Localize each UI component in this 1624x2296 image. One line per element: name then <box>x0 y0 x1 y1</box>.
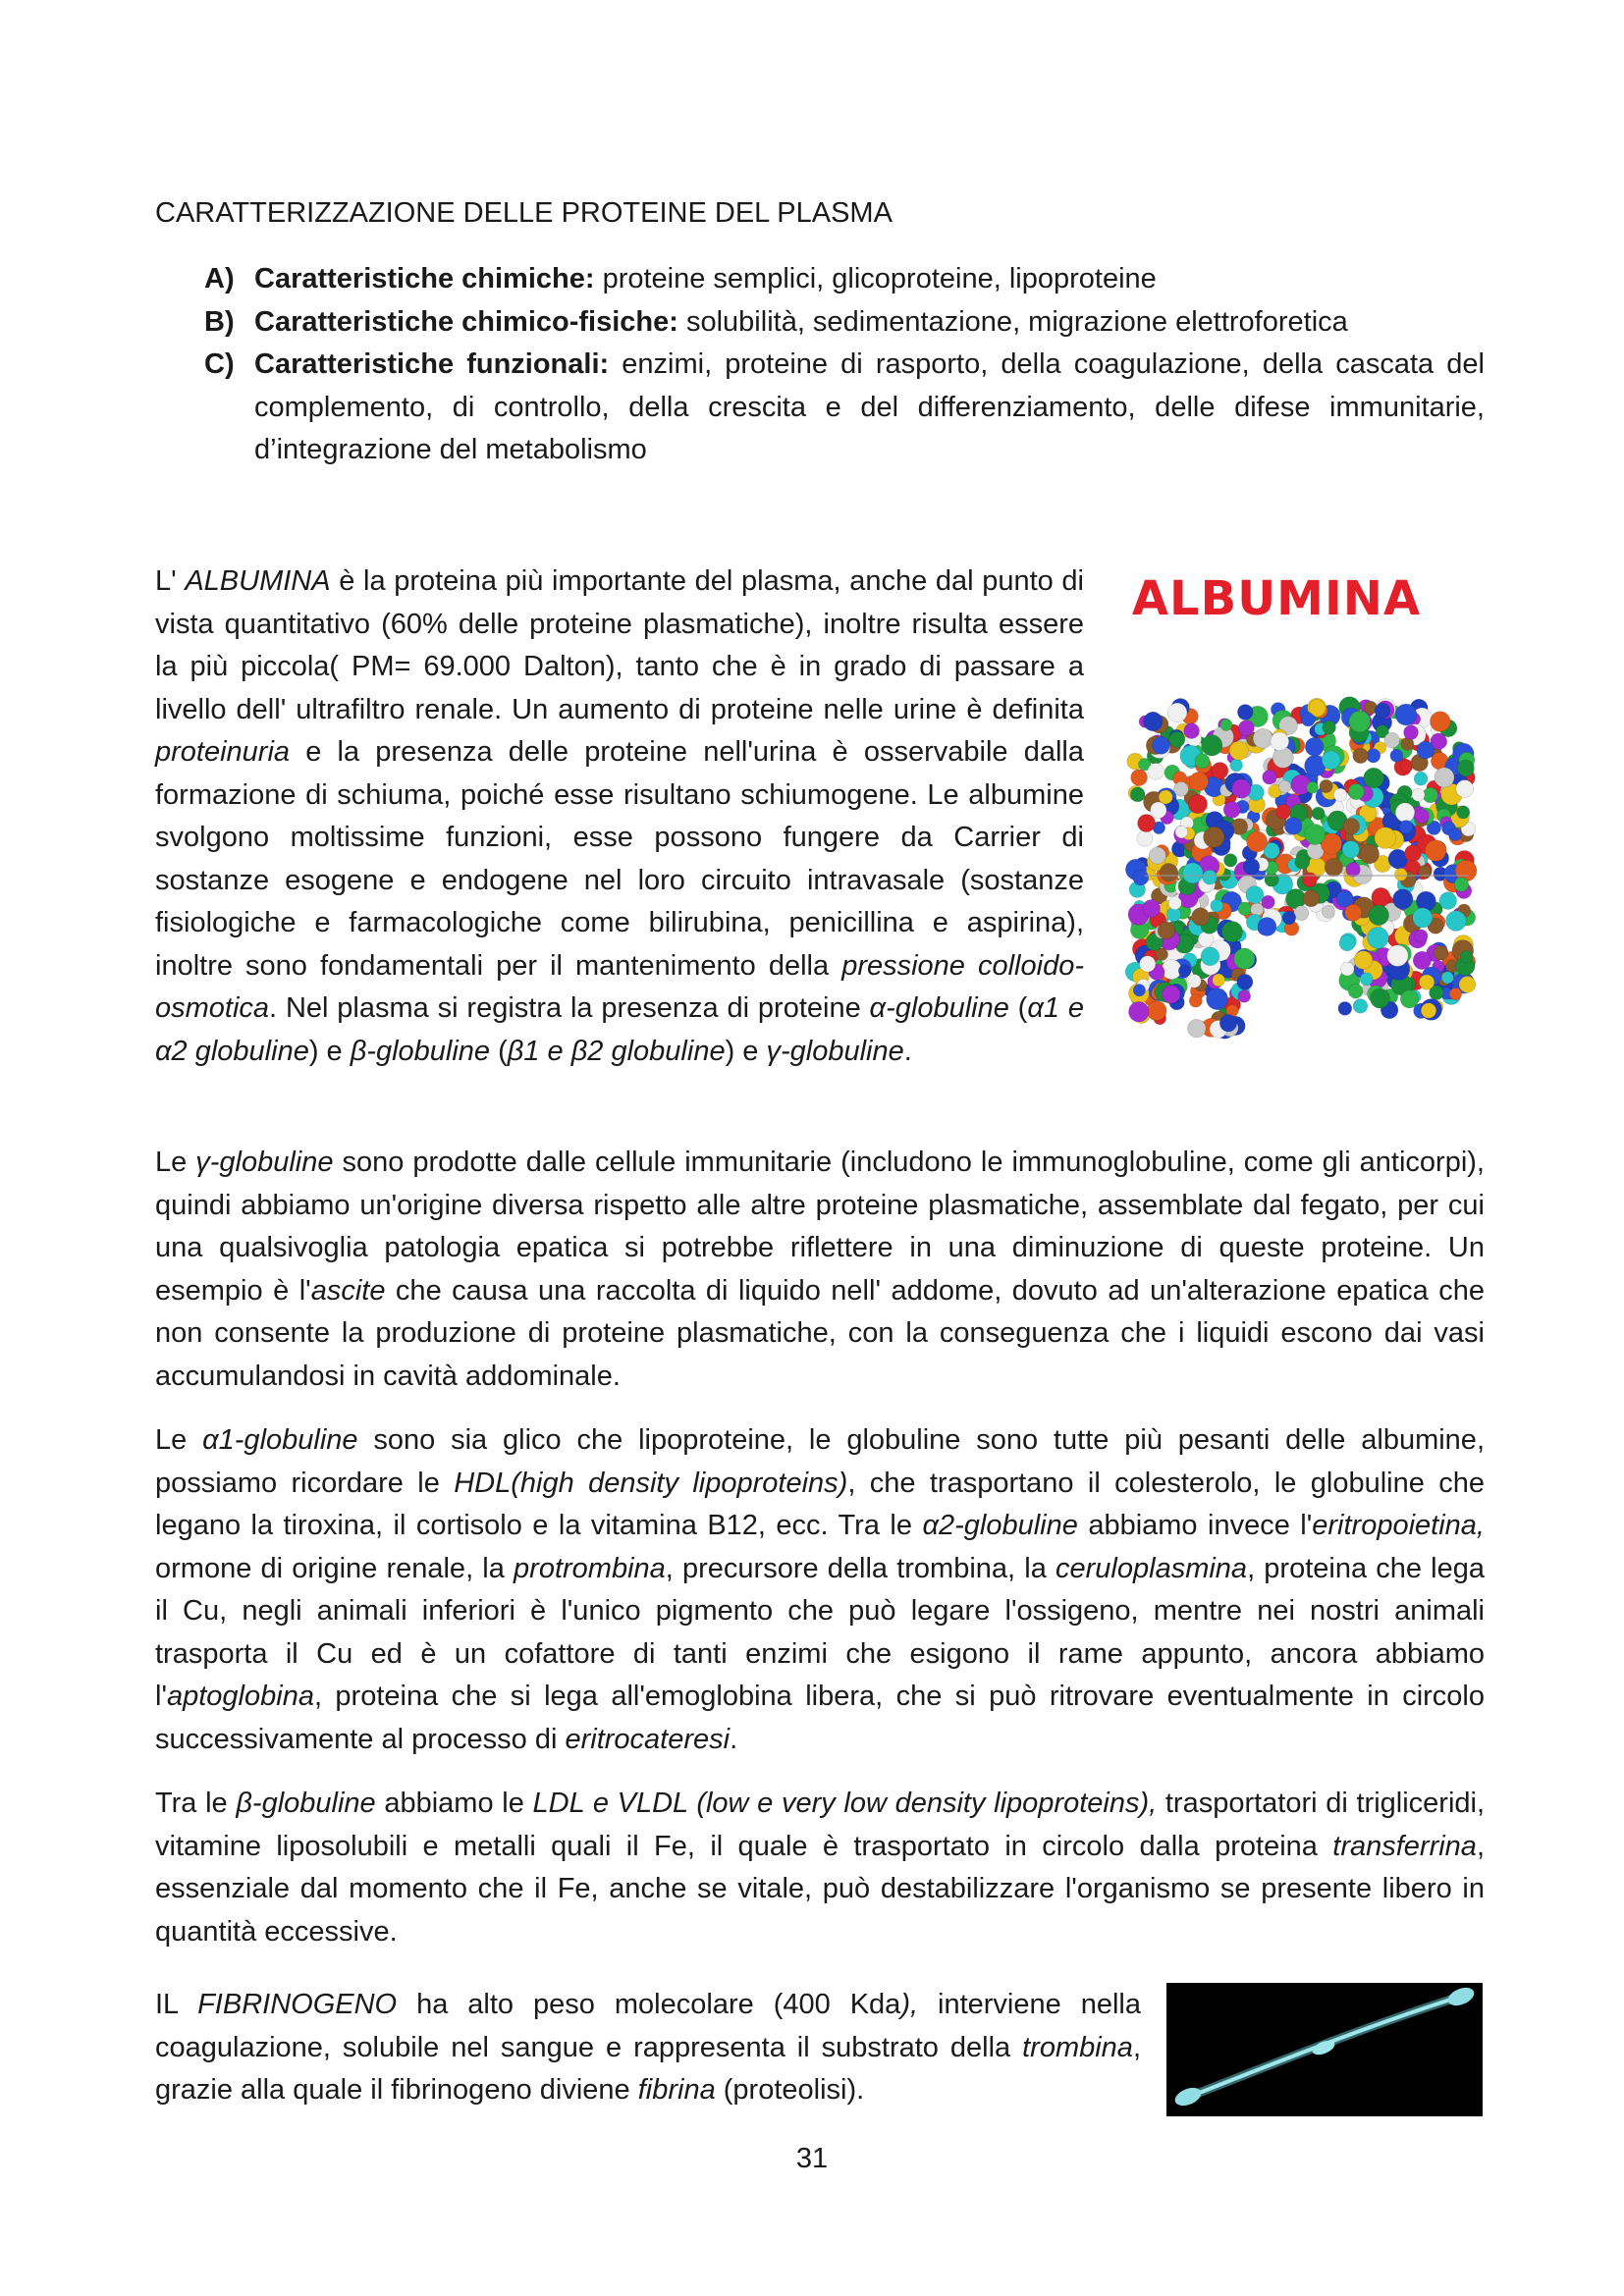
feature-item-b <box>155 301 1485 345</box>
molecule-atom <box>1232 779 1251 798</box>
molecule-atom <box>1131 770 1148 786</box>
text-run: interviene nella coagulazione, solubile nel sangue e rappresenta il substrato della <box>155 1989 1142 2063</box>
molecule-atom <box>1220 719 1232 730</box>
molecule-atom <box>1201 947 1219 966</box>
text-run-italic: β1 e β2 globuline <box>507 1035 726 1067</box>
text-run: . <box>903 1035 912 1067</box>
molecule-atom <box>1202 735 1222 756</box>
molecule-atom <box>1457 760 1474 776</box>
molecule-atom <box>1203 870 1218 884</box>
text-run: L' <box>155 565 186 597</box>
molecule-atom <box>1320 779 1332 792</box>
albumina-image-title: ALBUMINA <box>1131 571 1422 626</box>
molecule-atom <box>1253 728 1272 748</box>
molecule-atom <box>1367 749 1380 763</box>
feature-heading: Caratteristiche funzionali: <box>254 348 610 380</box>
molecule-atom <box>1322 905 1334 918</box>
text-run-italic: β-globuline <box>350 1035 491 1067</box>
text-run-italic: α1-globuline <box>202 1424 358 1456</box>
molecule-atom <box>1213 974 1225 987</box>
molecule-atom <box>1211 899 1223 912</box>
molecule-atom <box>1342 841 1360 859</box>
molecule-atom <box>1143 900 1161 918</box>
molecule-atom <box>1188 794 1207 813</box>
text-run: e la presenza delle proteine nell'urina è osservabile dalla formazione di schiuma, poiché esse risultano schiumogene. Le albumine svolgono moltissime funzioni, esse possono fungere da Carrier di sostanze esogene e endogene nel loro circuito intravasale (sostanze fisiologiche e farmacologiche come bilirubina, penicillina e aspirina), inoltre sono fondamentali per il mantenimento della <box>155 736 1084 982</box>
text-run: (proteolisi). <box>715 2074 865 2106</box>
molecule-atom <box>1431 712 1451 732</box>
molecule-atom <box>1387 945 1409 967</box>
molecule-atom <box>1348 783 1364 799</box>
molecule-atom <box>1234 948 1255 969</box>
molecule-atom <box>1221 922 1242 942</box>
text-run: abbiamo invece l' <box>1077 1510 1313 1541</box>
beta-paragraph <box>155 1783 1485 1953</box>
molecule-atom <box>1276 804 1291 819</box>
molecule-atom <box>1446 911 1467 932</box>
molecule-atom <box>1414 772 1428 785</box>
molecule-atom <box>1160 864 1177 881</box>
text-run: Tra le <box>155 1788 237 1819</box>
molecule-atom <box>1353 748 1369 764</box>
molecule-atom <box>1294 906 1309 921</box>
molecule-atom <box>1435 768 1454 787</box>
text-run-italic: α-globuline <box>869 992 1009 1024</box>
molecule-atom <box>1219 1015 1236 1032</box>
molecule-atom <box>1144 712 1163 730</box>
molecule-atom <box>1192 908 1210 926</box>
molecule-atom <box>1434 946 1448 961</box>
molecule-atom <box>1421 1003 1436 1019</box>
molecule-atom <box>1369 905 1389 926</box>
molecule-atom <box>1415 930 1428 942</box>
text-run-italic: pressione colloido-osmotica <box>155 949 1084 1024</box>
text-run: , proteina che si lega all'emoglobina libera, che si può ritrovare eventualmente in circolo successivamente al processo di <box>155 1681 1485 1755</box>
molecule-atom <box>1175 826 1188 838</box>
molecule-atom <box>1439 892 1457 910</box>
molecule-atom <box>1247 831 1268 852</box>
molecule-atom <box>1159 790 1172 804</box>
molecule-atom <box>1151 802 1167 819</box>
text-run-italic: aptoglobina <box>166 1681 314 1712</box>
molecule-atom <box>1129 1001 1150 1022</box>
molecule-atom <box>1282 911 1296 925</box>
molecule-atom <box>1212 763 1228 779</box>
page-number: 31 <box>795 2143 829 2174</box>
text-run-italic: trombina <box>1022 2031 1133 2063</box>
molecule-atom <box>1360 973 1373 986</box>
molecule-atom <box>1419 975 1434 989</box>
molecule-atom <box>1405 845 1422 862</box>
text-run: ( <box>490 1035 508 1067</box>
molecule-atom <box>1404 725 1419 740</box>
molecule-atom <box>1305 825 1326 845</box>
molecule-atom <box>1413 951 1431 969</box>
molecule-atom <box>1413 908 1433 928</box>
molecule-atom <box>1229 741 1248 760</box>
albumina-molecule-image <box>1115 687 1489 1060</box>
feature-item-a <box>155 258 1485 301</box>
molecule-atom <box>1184 723 1200 739</box>
text-run: Le <box>155 1424 203 1456</box>
text-run-italic: ceruloplasmina <box>1056 1552 1248 1584</box>
text-run-italic: eritropoietina, <box>1312 1510 1485 1541</box>
text-run: ormone di origine renale, la <box>155 1552 514 1584</box>
molecule-atom <box>1263 770 1277 784</box>
molecule-atom <box>1188 975 1202 988</box>
molecule-atom <box>1189 773 1208 791</box>
molecule-atom <box>1302 873 1317 887</box>
text-run-italic: ), <box>900 1989 919 2020</box>
text-run-italic: α2-globuline <box>922 1510 1078 1541</box>
molecule-atom <box>1133 985 1145 996</box>
molecule-atom <box>1333 788 1346 801</box>
molecule-atom <box>1158 922 1175 939</box>
molecule-atom <box>1246 886 1264 904</box>
features-list <box>155 258 1485 472</box>
text-run: , grazie alla quale il fibrinogeno diviene <box>155 2031 1141 2106</box>
molecule-atom <box>1390 749 1403 762</box>
text-run: Le <box>155 1147 196 1178</box>
text-run-italic: β-globuline <box>236 1788 376 1819</box>
text-run-italic: LDL e VLDL (low e very low density lipoproteins), <box>532 1788 1158 1819</box>
molecule-atom <box>1303 890 1320 907</box>
molecule-atom <box>1325 858 1342 876</box>
molecule-atom <box>1425 840 1446 862</box>
molecule-atom <box>1459 977 1476 993</box>
molecule-atom <box>1449 988 1461 999</box>
molecule-atom <box>1238 902 1252 916</box>
molecule-atom <box>1182 863 1203 883</box>
text-run: ( <box>1008 992 1028 1024</box>
molecule-atom <box>1441 972 1453 984</box>
molecule-atom <box>1147 1001 1166 1021</box>
text-run: ha alto peso molecolare (400 Kda <box>397 1989 901 2020</box>
molecule-atom <box>1412 788 1425 801</box>
molecule-atom <box>1153 737 1170 755</box>
molecule-atom <box>1207 988 1228 1010</box>
molecule-atom <box>1156 948 1168 961</box>
molecule-atom <box>1271 732 1289 751</box>
feature-heading: Caratteristiche chimico-fisiche: <box>254 305 678 338</box>
molecule-atom <box>1395 803 1415 823</box>
molecule-atom <box>1251 903 1264 916</box>
molecule-atom <box>1343 819 1360 835</box>
molecule-atom <box>1371 988 1390 1008</box>
molecule-atom <box>1305 737 1324 756</box>
molecule-atom <box>1336 890 1353 907</box>
molecule-atom <box>1345 904 1362 921</box>
molecule-atom <box>1309 700 1326 717</box>
molecule-atom <box>1224 854 1237 867</box>
molecule-atom <box>1400 990 1418 1008</box>
text-run: , precursore della trombina, la <box>665 1552 1056 1584</box>
text-run: trasportatori di trigliceridi, vitamine liposolubili e metalli quali il Fe, il quale è trasportato in circolo dalla proteina <box>155 1788 1486 1862</box>
molecule-atom <box>1394 868 1407 881</box>
molecule-atom <box>1168 896 1181 909</box>
molecule-atoms <box>1125 697 1477 1039</box>
text-run: IL <box>155 1989 198 2020</box>
text-run: , proteina che lega il Cu, negli animali inferiori è l'unico pigmento che può legare l'ossigeno, mentre nei nostri animali trasporta il Cu ed è un cofattore di tanti enzimi che esigono il rame appunto, ancora abbiamo l' <box>155 1552 1485 1712</box>
molecule-atom <box>1395 704 1417 725</box>
text-run: è la proteina più importante del plasma, anche dal punto di vista quantitativo (60% delle proteine plasmatiche), inoltre risulta essere la più piccola( PM= 69.000 Dalton), tanto che è in grado di passare a livello dell' ultrafiltro renale. Un aumento di proteine nelle urine è definita <box>155 565 1084 725</box>
text-run-italic: protrombina <box>514 1552 666 1584</box>
molecule-atom <box>1454 878 1469 892</box>
molecule-atom <box>1169 731 1185 747</box>
molecule-atom <box>1130 787 1145 802</box>
molecule-atom <box>1353 999 1368 1014</box>
molecule-atom <box>1163 986 1181 1004</box>
text-run-italic: α1 e α2 globuline <box>155 992 1084 1067</box>
molecule-atom <box>1415 809 1429 823</box>
molecule-atom <box>1368 927 1389 948</box>
molecule-atom <box>1360 844 1380 864</box>
fibrinogeno-paragraph <box>155 1984 1141 2112</box>
molecule-atom <box>1375 703 1390 719</box>
molecule-atom <box>1384 732 1400 748</box>
section-title: CARATTERIZZAZIONE DELLE PROTEINE DEL PLASMA <box>155 197 893 229</box>
molecule-atom <box>1417 741 1435 759</box>
molecule-atom <box>1312 807 1325 820</box>
molecule-atom <box>1223 801 1240 818</box>
molecule-atom <box>1460 951 1472 963</box>
text-run: . Nel plasma si registra la presenza di proteine <box>269 992 870 1024</box>
text-run: ) e <box>725 1035 767 1067</box>
feature-text: proteine semplici, glicoproteine, lipoproteine <box>594 263 1157 294</box>
molecule-atom <box>1138 815 1156 832</box>
molecule-atom <box>1456 780 1474 798</box>
molecule-atom <box>1148 764 1164 780</box>
molecule-atom <box>1323 721 1336 734</box>
molecule-atom <box>1174 782 1189 797</box>
feature-heading: Caratteristiche chimiche: <box>254 263 595 294</box>
molecule-atom <box>1133 870 1149 885</box>
alpha-paragraph <box>155 1419 1485 1761</box>
gamma-paragraph <box>155 1142 1485 1398</box>
molecule-atom <box>1149 847 1165 864</box>
text-run-italic: γ-globuline <box>766 1035 904 1067</box>
molecule-atom <box>1307 781 1319 793</box>
molecule-atom <box>1137 830 1153 846</box>
molecule-atom <box>1188 1019 1207 1038</box>
molecule-atom <box>1238 990 1251 1003</box>
molecule-atom <box>1243 858 1260 875</box>
molecule-atom <box>1338 1002 1352 1016</box>
text-run-italic: eritrocateresi <box>565 1723 731 1755</box>
molecule-atom <box>1278 780 1290 792</box>
text-run-italic: FIBRINOGENO <box>197 1989 398 2020</box>
molecule-atom <box>1238 721 1254 736</box>
text-run-italic: fibrina <box>637 2074 716 2106</box>
text-run: ) e <box>308 1035 351 1067</box>
text-run: , essenziale dal momento che il Fe, anche se vitale, può destabilizzare l'organismo se presente libero in quantità eccessive. <box>155 1830 1485 1948</box>
text-run-italic: ALBUMINA <box>185 565 331 597</box>
text-run: , che trasportano il colesterolo, le globuline che legano la tiroxina, il cortisolo e la vitamina B12, ecc. Tra le <box>155 1467 1485 1541</box>
molecule-atom <box>1393 889 1413 909</box>
text-run-italic: ascite <box>310 1274 386 1307</box>
albumina-paragraph <box>155 561 1084 1073</box>
feature-text: solubilità, sedimentazione, migrazione elettroforetica <box>677 305 1348 338</box>
molecule-atom <box>1457 806 1470 819</box>
molecule-atom <box>1230 759 1243 772</box>
feature-item-c <box>155 344 1485 472</box>
text-run: che causa una raccolta di liquido nell' addome, dovuto ad un'alterazione epatica che non consente la produzione di proteine plasmatiche, con la conseguenza che i liquidi escono dai vasi accumulandosi in cavità addominale. <box>155 1274 1485 1392</box>
molecule-atom <box>1449 828 1462 841</box>
text-run: . <box>730 1723 738 1755</box>
molecule-atom <box>1372 887 1390 906</box>
molecule-atom <box>1167 703 1187 722</box>
molecule-atom <box>1348 984 1363 998</box>
text-run-italic: transferrina <box>1332 1830 1477 1862</box>
text-run-italic: HDL(high density lipoproteins) <box>454 1467 848 1499</box>
molecule-atom <box>1140 956 1156 972</box>
molecule-atom <box>1399 821 1413 834</box>
molecule-atom <box>1284 818 1302 835</box>
molecule-atom <box>1237 974 1253 989</box>
molecule-atom <box>1349 711 1371 732</box>
molecule-atom <box>1237 705 1253 721</box>
molecule-atom <box>1375 828 1396 849</box>
text-run-italic: proteinuria <box>155 736 291 768</box>
molecule-atom <box>1189 994 1202 1007</box>
text-run-italic: γ-globuline <box>195 1147 334 1178</box>
molecule-atom <box>1258 918 1276 936</box>
text-run: abbiamo le <box>375 1788 533 1819</box>
molecule-atom <box>1354 951 1373 970</box>
molecule-atom <box>1295 854 1310 869</box>
feature-letter: A) <box>204 263 235 294</box>
molecule-atom <box>1346 863 1361 878</box>
molecule-atom <box>1204 827 1224 847</box>
molecule-atom <box>1322 751 1340 770</box>
molecule-atom <box>1339 935 1355 951</box>
feature-letter: C) <box>204 348 235 380</box>
molecule-atom <box>1195 754 1210 769</box>
feature-text: enzimi, proteine di rasporto, della coagulazione, della cascata del complemento, di controllo, della crescita e del differenziamento, delle difese immunitarie, d’integrazione del metabolismo <box>254 348 1485 465</box>
molecule-atom <box>1178 965 1191 978</box>
fibrinogen-image <box>1166 1983 1483 2116</box>
molecule-atom <box>1364 768 1384 788</box>
feature-letter: B) <box>204 305 235 338</box>
text-run: sono prodotte dalle cellule immunitarie (includono le immunoglobuline, come gli anticorpi), quindi abbiamo un'origine diversa rispetto alle altre proteine plasmatiche, assemblate dal fegato, per cui una qualsivoglia patologia epatica si potrebbe riflettere in una diminuzione di queste proteine. Un esempio è l' <box>155 1147 1485 1307</box>
text-run: sono sia glico che lipoproteine, le globuline sono tutte più pesanti delle albumine, possiamo ricordare le <box>155 1424 1485 1499</box>
molecule-atom <box>1340 962 1354 976</box>
